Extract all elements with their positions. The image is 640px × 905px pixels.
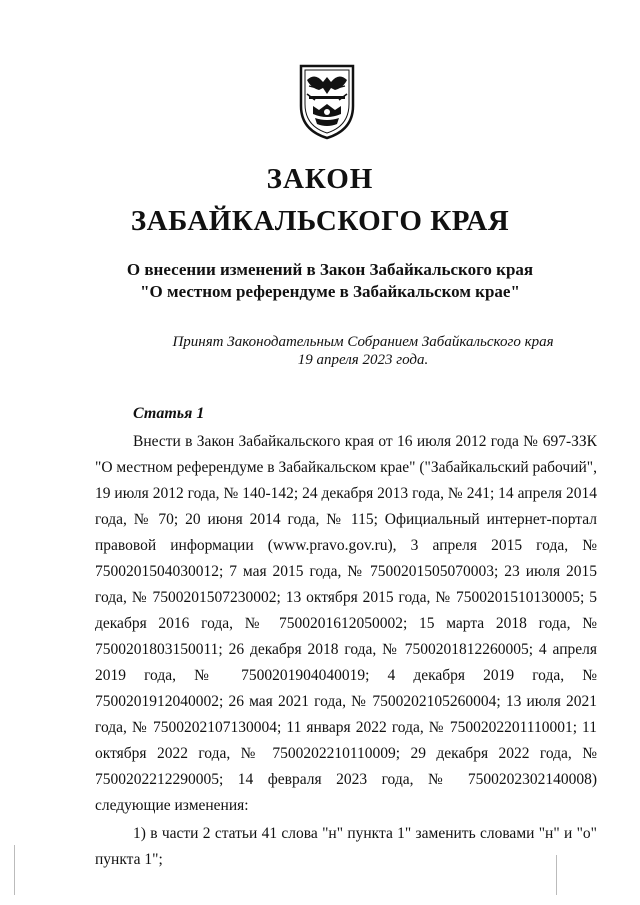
adoption-date: 19 апреля 2023 года. [297,352,429,368]
law-region-title: ЗАБАЙКАЛЬСКОГО КРАЯ [130,205,510,237]
article-body [95,429,597,873]
article-paragraph: Внести в Закон Забайкальского края от 16 июля 2012 года № 697-ЗЗК "О местном референдуме в Забайкальском крае" ("Забайкальский рабочий", 19 июля 2012 года, № 140-142; 24 декабря 2013 года, № 241; 14 апреля 2014 года, № 70; 20 июня 2014 года, № 115; Официальный интернет-портал правовой информации (www.pravo.gov.ru), 3 апреля 2015 года, № 7500201504030012; 7 мая 2015 года, № 7500201505070003; 23 июля 2015 года, № 7500201507230002; 13 октября 2015 года, № 7500201510130005; 5 декабря 2016 года, № 7500201612050002; 15 марта 2018 года, № 7500201803150011; 26 декабря 2018 года, № 7500201812260005; 4 апреля 2019 года, № 7500201904040019; 4 декабря 2019 года, № 7500201912040002; 26 мая 2021 года, № 7500202105260004; 13 июля 2021 года, № 7500202107130004; 11 января 2022 года, № 7500202201110001; 11 октября 2022 года, № 7500202210110009; 29 декабря 2022 года, № 7500202212290005; 14 февраля 2023 года, № 7500202302140008) следующие изменения: [95,433,597,814]
coat-of-arms-emblem [297,60,357,140]
scan-artifact-left [14,845,15,895]
article-heading: Статья 1 [133,405,205,422]
law-subtitle-line1: О внесении изменений в Закон Забайкальского края [126,260,534,279]
law-title: ЗАКОН [266,163,374,195]
amendment-item: 1) в части 2 статьи 41 слова "н" пункта 1" заменить словами "н" и "о" пункта 1"; [95,825,597,868]
law-subtitle-line2: "О местном референдуме в Забайкальском крае" [140,282,520,301]
adoption-note-line1: Принят Законодательным Собранием Забайкальского края [172,334,554,350]
